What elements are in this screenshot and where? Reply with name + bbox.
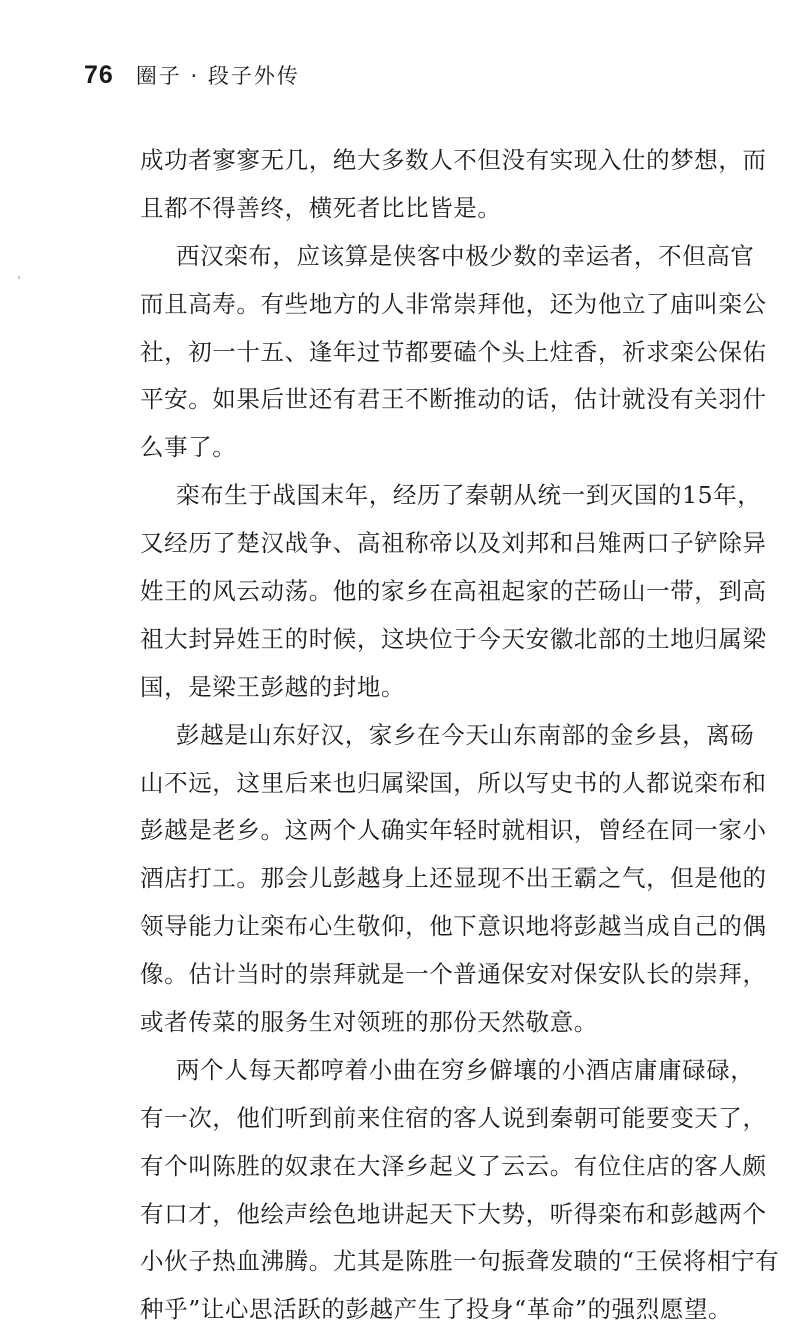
- running-title: 圈子 · 段子外传: [135, 64, 300, 88]
- text-line: 像。估计当时的崇拜就是一个普通保安对保安队长的崇拜，: [140, 960, 767, 989]
- text-line: 领导能力让栾布心生敬仰，他下意识地将彭越当成自己的偶: [140, 912, 767, 941]
- text-line: 有口才，他绘声绘色地讲起天下大势，听得栾布和彭越两个: [140, 1199, 767, 1228]
- text-line: 又经历了楚汉战争、高祖称帝以及刘邦和吕雉两口子铲除异: [140, 529, 767, 558]
- text-line: 酒店打工。那会儿彭越身上还显现不出王霸之气，但是他的: [140, 864, 767, 893]
- text-line: 且都不得善终，横死者比比皆是。: [140, 193, 502, 222]
- text-line: 国，是梁王彭越的封地。: [140, 672, 406, 701]
- text-line: 社，初一十五、逢年过节都要磕个头上炷香，祈求栾公保佑: [140, 337, 767, 366]
- text-line: 有一次，他们听到前来住宿的客人说到秦朝可能要变天了，: [140, 1103, 767, 1132]
- text-line: 或者传菜的服务生对领班的那份天然敬意。: [140, 1008, 598, 1037]
- text-line: 两个人每天都哼着小曲在穷乡僻壤的小酒店庸庸碌碌，: [176, 1055, 755, 1084]
- text-line: 小伙子热血沸腾。尤其是陈胜一句振聋发聩的“王侯将相宁有: [140, 1247, 780, 1276]
- text-line: 彭越是老乡。这两个人确实年轻时就相识，曾经在同一家小: [140, 816, 767, 845]
- text-line: 种乎”让心思活跃的彭越产生了投身“革命”的强烈愿望。: [140, 1295, 733, 1324]
- scan-edge-mark: [18, 276, 20, 279]
- text-line: 西汉栾布，应该算是侠客中极少数的幸运者，不但高官: [176, 241, 755, 270]
- text-line: 而且高寿。有些地方的人非常崇拜他，还为他立了庙叫栾公: [140, 289, 767, 318]
- body-text: [140, 137, 780, 1334]
- text-line: 姓王的风云动荡。他的家乡在高祖起家的芒砀山一带，到高: [140, 577, 767, 606]
- text-line: 么事了。: [140, 433, 237, 462]
- text-line: 有个叫陈胜的奴隶在大泽乡起义了云云。有位住店的客人颇: [140, 1151, 767, 1180]
- page-header: [84, 60, 300, 90]
- text-line: 平安。如果后世还有君王不断推动的话，估计就没有关羽什: [140, 385, 767, 414]
- text-line: 山不远，这里后来也归属梁国，所以写史书的人都说栾布和: [140, 768, 767, 797]
- text-line: 祖大封异姓王的时候，这块位于今天安徽北部的土地归属梁: [140, 624, 767, 653]
- text-line: 栾布生于战国末年，经历了秦朝从统一到灭国的15年，: [176, 481, 762, 510]
- text-line: 彭越是山东好汉，家乡在今天山东南部的金乡县，离砀: [176, 720, 755, 749]
- page-number: 76: [84, 61, 114, 89]
- text-line: 成功者寥寥无几，绝大多数人不但没有实现入仕的梦想，而: [140, 146, 767, 174]
